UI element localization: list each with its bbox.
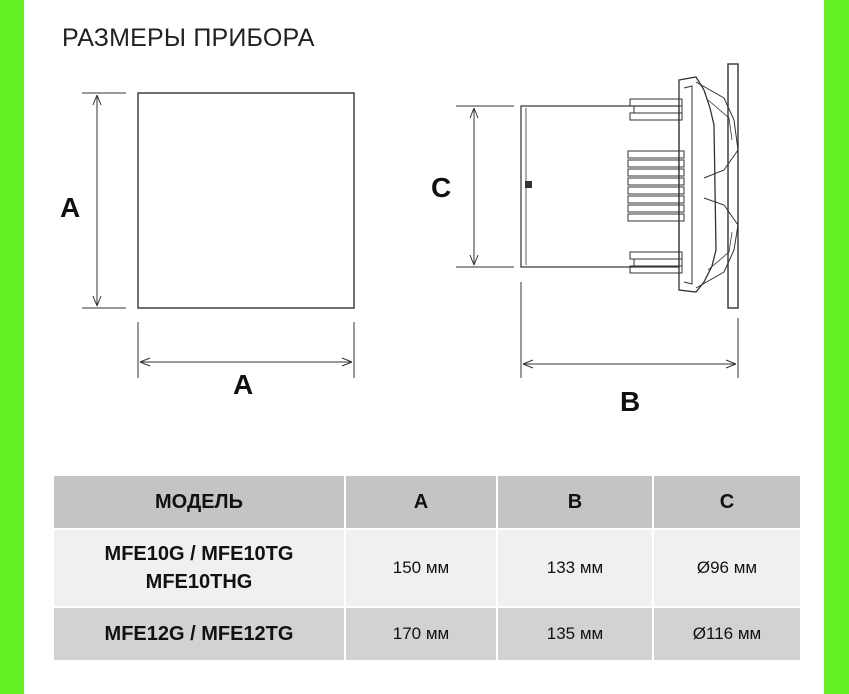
motor-mount	[679, 77, 716, 292]
value-b: 133 мм	[497, 529, 653, 607]
model-name: MFE10THG	[145, 571, 253, 593]
side-view	[456, 64, 738, 378]
value-b: 135 мм	[497, 607, 653, 661]
impeller-upper	[696, 82, 738, 178]
flange-inner	[684, 86, 692, 284]
dimensions-table	[52, 474, 802, 662]
value-c: Ø96 мм	[653, 529, 801, 607]
header-b: B	[497, 475, 653, 529]
model-cell	[53, 607, 345, 661]
impeller-lower	[696, 198, 738, 288]
front-panel-side	[728, 64, 738, 308]
page-title: РАЗМЕРЫ ПРИБОРА	[62, 24, 315, 52]
content-panel	[24, 0, 824, 694]
bottom-fins	[630, 252, 682, 273]
front-height-label: A	[60, 192, 81, 223]
table-header-row	[53, 475, 801, 529]
side-height-label: C	[431, 172, 452, 203]
side-depth-label: B	[620, 386, 641, 417]
top-fins	[630, 99, 682, 120]
housing-clip	[525, 181, 532, 188]
model-cell	[53, 529, 345, 607]
value-a: 170 мм	[345, 607, 497, 661]
model-name: MFE12G / MFE12TG	[104, 623, 294, 645]
value-c: Ø116 мм	[653, 607, 801, 661]
front-view	[82, 93, 354, 378]
middle-grille	[628, 151, 684, 221]
dimension-drawing	[24, 0, 824, 440]
front-panel-outline	[138, 93, 354, 308]
header-a: A	[345, 475, 497, 529]
front-width-label: A	[233, 369, 254, 400]
value-a: 150 мм	[345, 529, 497, 607]
header-model: МОДЕЛЬ	[53, 475, 345, 529]
header-c: C	[653, 475, 801, 529]
table-row	[53, 529, 801, 607]
model-name: MFE10G / MFE10TG	[104, 543, 294, 565]
table-row	[53, 607, 801, 661]
